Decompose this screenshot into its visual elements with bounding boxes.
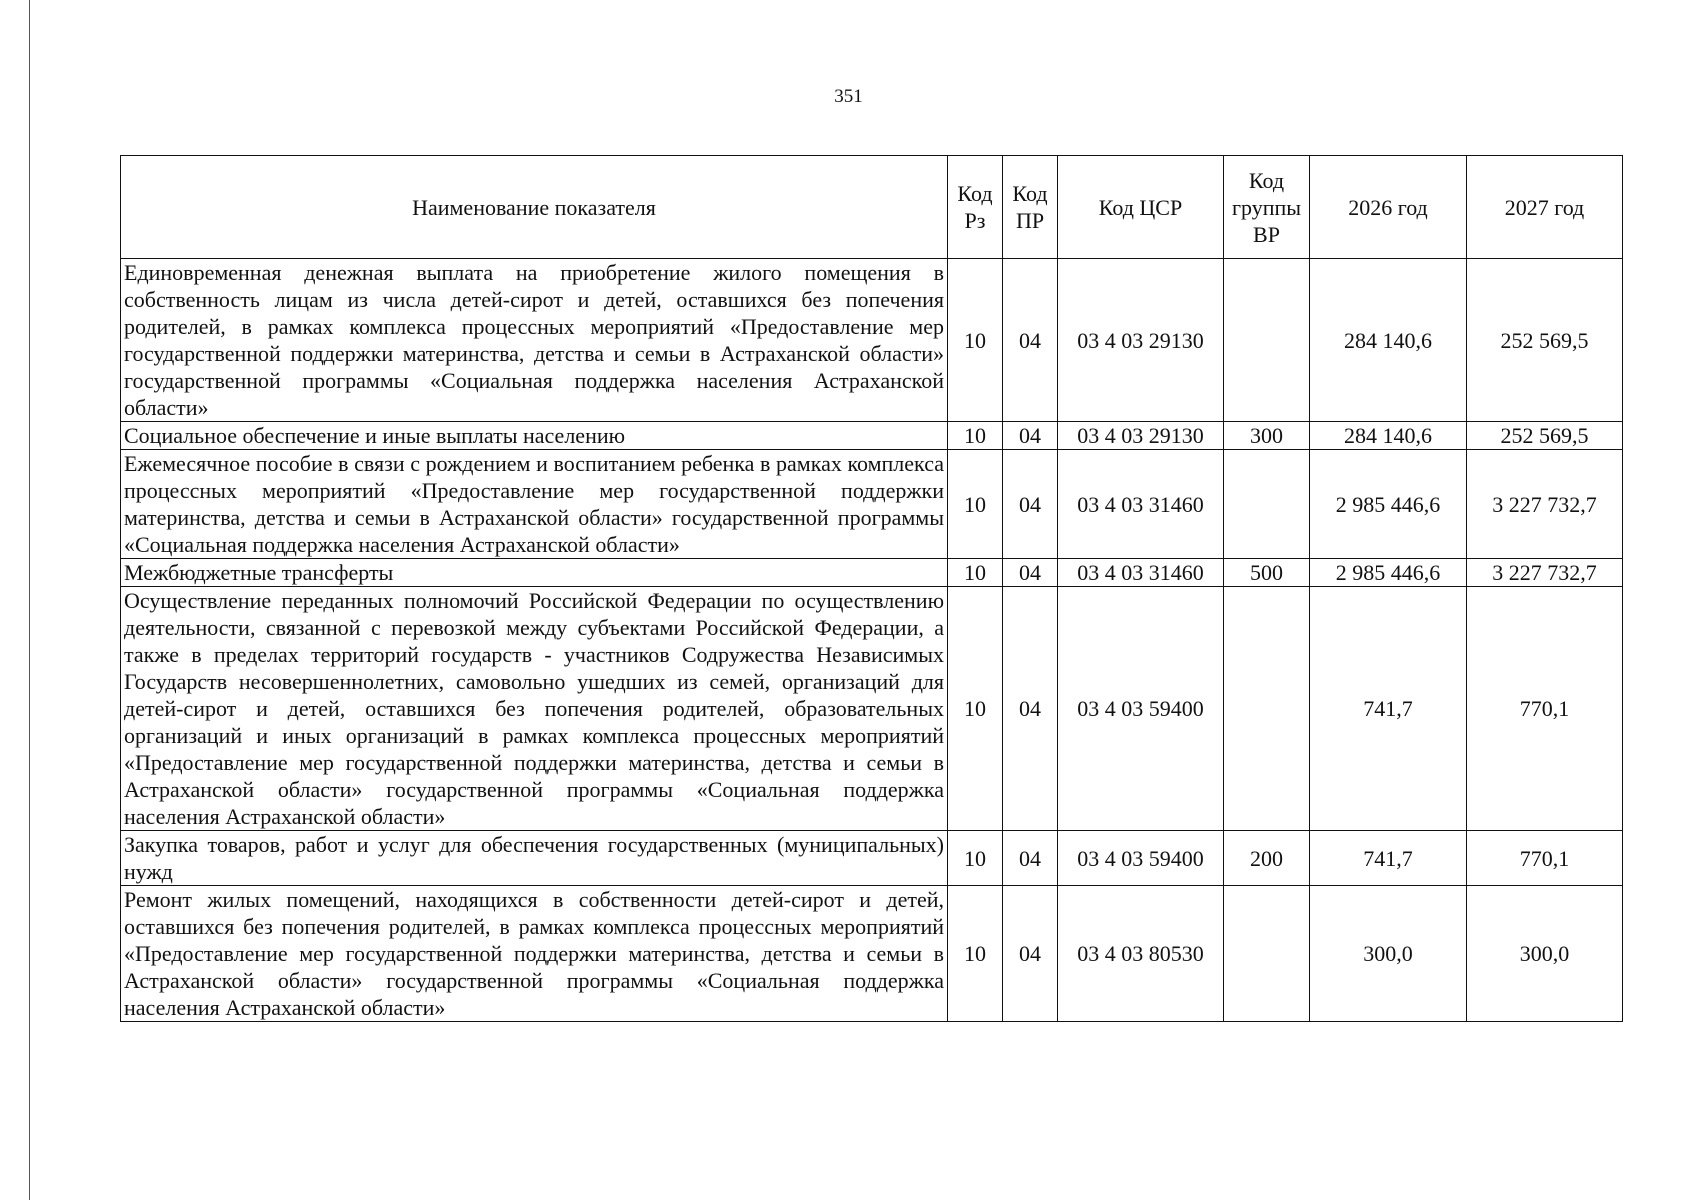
page-number: 351	[834, 86, 863, 107]
row-name: Осуществление переданных полномочий Российской Федерации по осуществлению деятельности, связанной с перевозкой между субъектами Российской Федерации, а также в пределах территорий государств - участников Содружества Независимых Государств несовершеннолетних, самовольно ушедших из семей, организаций для детей-сирот и детей, оставшихся без попечения родителей, образовательных организаций и иных организаций в рамках комплекса процессных мероприятий «Предоставление мер государственной поддержки материнства, детства и семьи в Астраханской области» государственной программы «Социальная поддержка населения Астраханской области»	[121, 587, 948, 831]
header-rz: Код Рз	[948, 156, 1003, 259]
row-2027: 252 569,5	[1467, 259, 1623, 422]
header-csr: Код ЦСР	[1058, 156, 1224, 259]
header-pr: Код ПР	[1003, 156, 1058, 259]
row-vr	[1224, 886, 1310, 1022]
row-rz: 10	[948, 559, 1003, 587]
row-2027: 300,0	[1467, 886, 1623, 1022]
row-2026: 2 985 446,6	[1310, 559, 1467, 587]
row-csr: 03 4 03 59400	[1058, 587, 1224, 831]
row-rz: 10	[948, 422, 1003, 450]
row-pr: 04	[1003, 559, 1058, 587]
row-csr: 03 4 03 31460	[1058, 450, 1224, 559]
table-row	[121, 259, 1623, 422]
row-vr: 500	[1224, 559, 1310, 587]
row-name: Единовременная денежная выплата на приобретение жилого помещения в собственность лицам из числа детей-сирот и детей, оставшихся без попечения родителей, в рамках комплекса процессных мероприятий «Предоставление мер государственной поддержки материнства, детства и семьи в Астраханской области» государственной программы «Социальная поддержка населения Астраханской области»	[121, 259, 948, 422]
row-name: Ежемесячное пособие в связи с рождением и воспитанием ребенка в рамках комплекса процессных мероприятий «Предоставление мер государственной поддержки материнства, детства и семьи в Астраханской области» государственной программы «Социальная поддержка населения Астраханской области»	[121, 450, 948, 559]
row-2027: 3 227 732,7	[1467, 450, 1623, 559]
row-csr: 03 4 03 80530	[1058, 886, 1224, 1022]
row-vr	[1224, 259, 1310, 422]
header-name: Наименование показателя	[121, 156, 948, 259]
row-vr: 200	[1224, 831, 1310, 886]
row-vr	[1224, 450, 1310, 559]
row-csr: 03 4 03 59400	[1058, 831, 1224, 886]
row-pr: 04	[1003, 450, 1058, 559]
row-pr: 04	[1003, 831, 1058, 886]
header-vr: Код группы ВР	[1224, 156, 1310, 259]
row-2026: 284 140,6	[1310, 259, 1467, 422]
page-margin-line	[29, 0, 30, 1200]
table-body	[121, 259, 1623, 1022]
table-row	[121, 559, 1623, 587]
budget-table	[120, 155, 1623, 1022]
row-2026: 741,7	[1310, 587, 1467, 831]
row-rz: 10	[948, 831, 1003, 886]
header-2026: 2026 год	[1310, 156, 1467, 259]
table-row	[121, 422, 1623, 450]
row-2027: 252 569,5	[1467, 422, 1623, 450]
row-csr: 03 4 03 29130	[1058, 259, 1224, 422]
row-vr: 300	[1224, 422, 1310, 450]
row-pr: 04	[1003, 422, 1058, 450]
row-vr	[1224, 587, 1310, 831]
row-2027: 770,1	[1467, 587, 1623, 831]
row-pr: 04	[1003, 587, 1058, 831]
row-csr: 03 4 03 29130	[1058, 422, 1224, 450]
row-2027: 770,1	[1467, 831, 1623, 886]
row-rz: 10	[948, 259, 1003, 422]
row-name: Ремонт жилых помещений, находящихся в собственности детей-сирот и детей, оставшихся без попечения родителей, в рамках комплекса процессных мероприятий «Предоставление мер государственной поддержки материнства, детства и семьи в Астраханской области» государственной программы «Социальная поддержка населения Астраханской области»	[121, 886, 948, 1022]
row-csr: 03 4 03 31460	[1058, 559, 1224, 587]
row-name: Межбюджетные трансферты	[121, 559, 948, 587]
row-2026: 300,0	[1310, 886, 1467, 1022]
row-name: Закупка товаров, работ и услуг для обеспечения государственных (муниципальных) нужд	[121, 831, 948, 886]
row-rz: 10	[948, 450, 1003, 559]
row-2026: 2 985 446,6	[1310, 450, 1467, 559]
table-header	[121, 156, 1623, 259]
row-rz: 10	[948, 886, 1003, 1022]
table-row	[121, 450, 1623, 559]
table-row	[121, 587, 1623, 831]
row-pr: 04	[1003, 886, 1058, 1022]
row-2027: 3 227 732,7	[1467, 559, 1623, 587]
table-row	[121, 886, 1623, 1022]
header-2027: 2027 год	[1467, 156, 1623, 259]
row-2026: 741,7	[1310, 831, 1467, 886]
row-rz: 10	[948, 587, 1003, 831]
row-name: Социальное обеспечение и иные выплаты населению	[121, 422, 948, 450]
table-row	[121, 831, 1623, 886]
row-2026: 284 140,6	[1310, 422, 1467, 450]
row-pr: 04	[1003, 259, 1058, 422]
